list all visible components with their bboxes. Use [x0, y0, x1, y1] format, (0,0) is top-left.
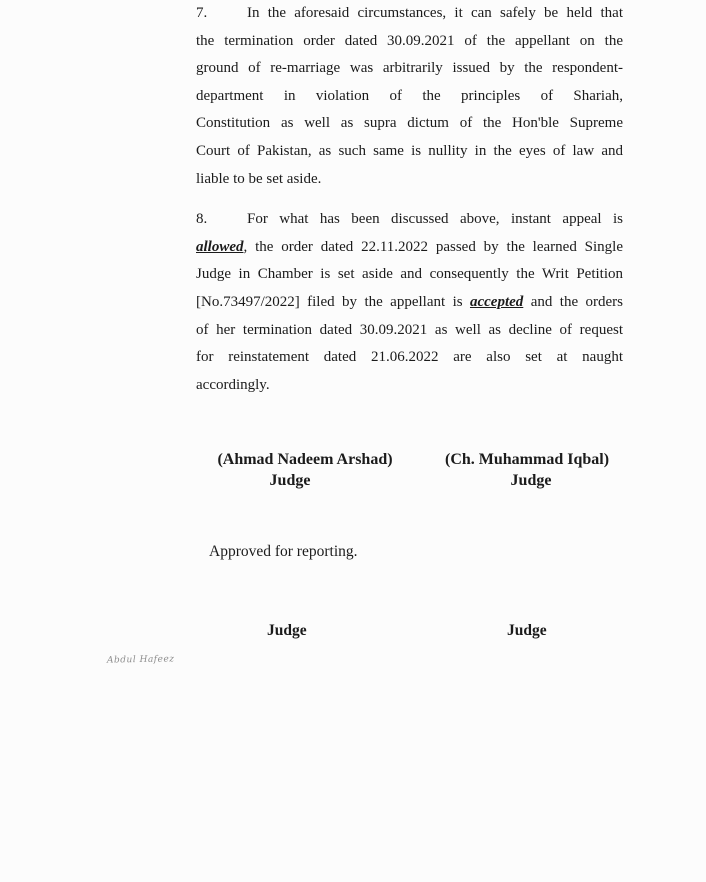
paragraph-number: 8.: [196, 211, 208, 228]
handwritten-signature: Abdul Hafeez: [106, 654, 175, 666]
judge-title-left: Judge: [269, 472, 311, 489]
text-line: for reinstatement dated 21.06.2022 are also set at naught: [196, 349, 623, 366]
text-line: the termination order dated 30.09.2021 of the appellant on the: [196, 32, 623, 49]
text-line: accordingly.: [196, 376, 270, 393]
text-line: allowed, the order dated 22.11.2022 passed by the learned Single: [196, 238, 623, 255]
text-line: 7. In the aforesaid circumstances, it can safely be held that: [196, 0, 623, 28]
judgment-body: [196, 0, 623, 399]
text-line: department in violation of the principles of Shariah,: [196, 87, 623, 104]
paragraph-8: [196, 206, 623, 399]
approved-for-reporting-line: Approved for reporting.: [209, 543, 358, 560]
emphasized-word: accepted: [469, 293, 524, 310]
signature-block-right: [437, 449, 617, 491]
emphasized-word: allowed: [196, 238, 244, 255]
text-line: 8. For what has been discussed above, instant appeal is: [196, 206, 623, 234]
bottom-judge-title-left: Judge: [267, 622, 307, 639]
paragraph-7: [196, 0, 623, 193]
text-line: ground of re-marriage was arbitrarily issued by the respondent-: [196, 60, 623, 77]
text-line: Constitution as well as supra dictum of the Hon'ble Supreme: [196, 115, 623, 132]
text-line: liable to be set aside.: [196, 170, 322, 187]
judge-name-right: (Ch. Muhammad Iqbal): [444, 451, 610, 468]
text-line: Court of Pakistan, as such same is nullity in the eyes of law and: [196, 142, 623, 159]
text-line: [No.73497/2022] filed by the appellant is accepted and the orders: [196, 293, 623, 310]
paragraph-number: 7.: [196, 5, 208, 21]
bottom-judge-title-right: Judge: [507, 622, 547, 639]
signature-block-left: [207, 449, 403, 491]
judge-title-right: Judge: [510, 472, 552, 489]
text-line: Judge in Chamber is set aside and consequently the Writ Petition: [196, 266, 623, 283]
judge-name-left: (Ahmad Nadeem Arshad): [217, 451, 393, 468]
text-line: of her termination dated 30.09.2021 as well as decline of request: [196, 321, 623, 338]
